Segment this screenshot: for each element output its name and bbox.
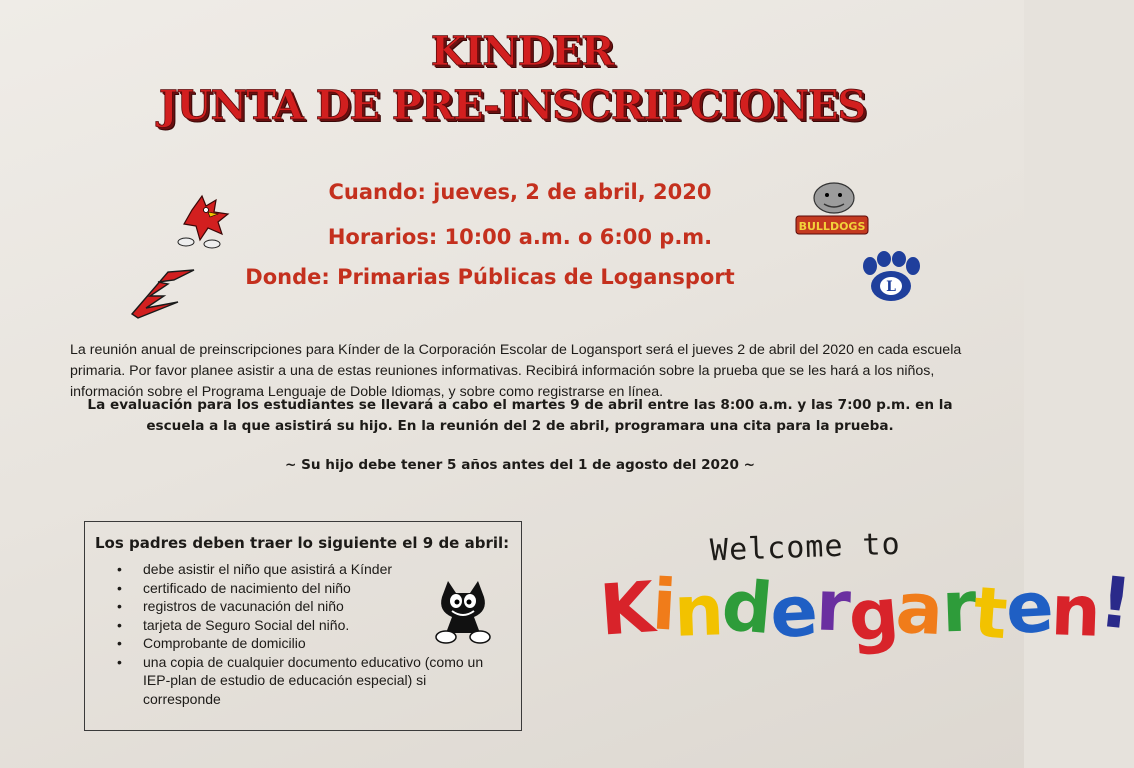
checklist-item: • Comprobante de domicilio [143, 634, 493, 653]
bulldogs-logo [794, 180, 870, 240]
title-meeting: JUNTA DE PRE-INSCRIPCIONES [158, 82, 866, 129]
kindergarten-letter: d [718, 564, 774, 650]
checklist-item: • debe asistir el niño que asistirá a Kínder [143, 560, 493, 579]
kindergarten-letter: g [845, 572, 901, 658]
paw-logo [858, 252, 924, 304]
title-kinder: KINDER [430, 28, 614, 75]
kindergarten-letter: r [940, 565, 976, 649]
welcome-to-text: Welcome to [709, 526, 902, 569]
kindergarten-letter: n [672, 569, 724, 653]
checklist-box [84, 521, 522, 731]
checklist-item: • certificado de nacimiento del niño [143, 579, 493, 598]
kindergarten-letter: ! [1095, 560, 1134, 646]
hours-line: Horarios: 10:00 a.m. o 6:00 p.m. [327, 225, 713, 249]
when-line: Cuando: jueves, 2 de abril, 2020 [328, 180, 712, 204]
evaluation-paragraph: La evaluación para los estudiantes se llevará a cabo el martes 9 de abril entre las 8:00 a.m. y las 7:00 p.m. en la escuela a la que asistirá su hijo. En la reunión del 2 de abril, programara una cita para la prueba. [87, 397, 953, 434]
kindergarten-letter: K [597, 566, 656, 652]
swoosh-e-logo [128, 266, 198, 320]
checklist-item: • tarjeta de Seguro Social del niño. [143, 616, 493, 635]
intro-paragraph: La reunión anual de preinscripciones para Kínder de la Corporación Escolar de Logansport será el jueves 2 de abril del 2020 en cada escuela primaria. Por favor planee asistir a una de estas reuniones informativas. Recibirá información sobre la prueba que se les hará a los niños, información sobre el Programa Lenguaje de Doble Idiomas, y sobre como registrarse en línea. [70, 342, 962, 400]
kindergarten-letter: n [1049, 569, 1101, 653]
cartoon-cat-illustration [430, 577, 500, 647]
checklist-item: • una copia de cualquier documento educativo (como un IEP-plan de estudio de educación especial) si corresponde [143, 653, 493, 709]
checklist-heading: Los padres deben traer lo siguiente el 9 de abril: [95, 534, 510, 552]
cardinal-logo [172, 192, 242, 250]
kindergarten-banner [597, 560, 1134, 658]
kindergarten-letter: e [1003, 565, 1054, 651]
age-requirement-note: ~ Su hijo debe tener 5 años antes del 1 de agosto del 2020 ~ [284, 457, 756, 473]
kindergarten-letter: a [894, 566, 944, 652]
bulldogs-text: BULLDOGS [798, 220, 866, 233]
kindergarten-letter: i [650, 563, 677, 647]
paw-letter: L [886, 279, 896, 295]
kindergarten-letter: e [768, 569, 818, 655]
kindergarten-letter: t [971, 570, 1009, 655]
kindergarten-letter: r [814, 564, 850, 648]
checklist-item: • registros de vacunación del niño [143, 597, 493, 616]
where-line: Donde: Primarias Públicas de Logansport [245, 265, 735, 289]
